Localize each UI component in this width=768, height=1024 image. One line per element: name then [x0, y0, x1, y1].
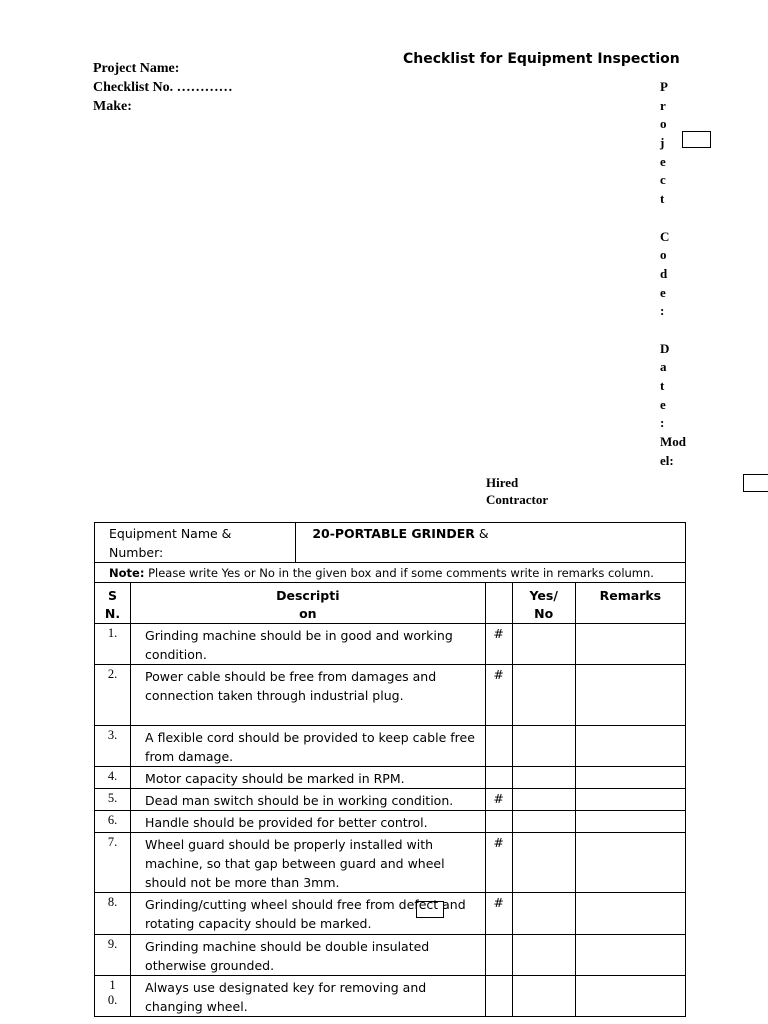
row-yesno-cell[interactable] [512, 624, 575, 665]
contractor-label: Contractor [486, 492, 549, 507]
row-sn [95, 726, 131, 767]
vertical-char: el: [660, 452, 674, 468]
col-mark-header [485, 583, 512, 624]
row-sn-line1: 6. [107, 813, 118, 827]
row-sn-line1: 7. [107, 835, 118, 849]
row-description: Power cable should be free from damages and connection taken through industrial plug. [131, 665, 486, 726]
vertical-char: e [660, 153, 666, 169]
row-sn [95, 811, 131, 833]
vertical-char: a [660, 359, 667, 375]
row-sn [95, 893, 131, 935]
col-sn-header [95, 583, 131, 624]
vertical-char: Mod [660, 434, 686, 450]
table-row [95, 767, 686, 789]
row-remarks-cell[interactable] [575, 935, 685, 976]
table-row [95, 624, 686, 665]
row-mark: # [485, 665, 512, 726]
col-remarks-header [575, 583, 685, 624]
row-sn-line1: 4. [107, 769, 118, 783]
row-remarks-cell[interactable] [575, 665, 685, 726]
table-row [95, 811, 686, 833]
row-description: Grinding/cutting wheel should free from defect and rotating capacity should be marked. [131, 893, 486, 935]
table-row [95, 935, 686, 976]
row-sn [95, 665, 131, 726]
row-sn-line2: 0. [107, 993, 118, 1007]
col-yesno-line1: Yes/ [529, 588, 558, 603]
document-title: Checklist for Equipment Inspection [403, 51, 680, 67]
row-remarks-cell[interactable] [575, 624, 685, 665]
note-row [95, 563, 686, 583]
row-yesno-cell[interactable] [512, 789, 575, 811]
model-box[interactable] [743, 474, 768, 492]
row-sn-line1: 9. [107, 937, 118, 951]
row-yesno-cell[interactable] [512, 976, 575, 1017]
row-sn [95, 767, 131, 789]
row-remarks-cell[interactable] [575, 811, 685, 833]
row-remarks-cell[interactable] [575, 789, 685, 811]
row-sn-line1: 5. [107, 791, 118, 805]
col-desc-line2: on [299, 606, 317, 621]
row-description: A flexible cord should be provided to keep cable free from damage. [131, 726, 486, 767]
row-sn-line1: 2. [107, 667, 118, 681]
row-sn-line1: 3. [107, 728, 118, 742]
note-text: Please write Yes or No in the given box and if some comments write in remarks column. [144, 566, 654, 580]
col-remarks-label: Remarks [599, 588, 662, 603]
row-sn [95, 976, 131, 1017]
vertical-char: r [660, 97, 666, 113]
row-sn [95, 624, 131, 665]
row-mark [485, 726, 512, 767]
vertical-char: D [660, 340, 670, 356]
vertical-char: : [660, 415, 665, 431]
row-sn-line1: 1. [107, 626, 118, 640]
col-yesno-line2: No [534, 606, 554, 621]
row-mark: # [485, 624, 512, 665]
row-yesno-cell[interactable] [512, 833, 575, 893]
row-yesno-cell[interactable] [512, 665, 575, 726]
row-sn [95, 833, 131, 893]
row-sn-line1: 1 [109, 978, 116, 992]
row-remarks-cell[interactable] [575, 767, 685, 789]
row-mark: # [485, 893, 512, 935]
row-mark [485, 935, 512, 976]
vertical-char [660, 209, 700, 228]
row-remarks-cell[interactable] [575, 833, 685, 893]
table-row [95, 789, 686, 811]
row-mark [485, 767, 512, 789]
row-yesno-cell[interactable] [512, 726, 575, 767]
row-yesno-cell[interactable] [512, 767, 575, 789]
vertical-char: : [660, 303, 665, 319]
checklist-no-label: Checklist No. ………… [93, 80, 233, 95]
col-yesno-header [512, 583, 575, 624]
make-label: Make: [93, 99, 132, 114]
vertical-char: c [660, 172, 666, 188]
row-remarks-cell[interactable] [575, 726, 685, 767]
equipment-label [95, 523, 296, 563]
equipment-value-suffix: & [474, 526, 489, 541]
row-description: Grinding machine should be in good and working condition. [131, 624, 486, 665]
row-yesno-cell[interactable] [512, 893, 575, 935]
hired-contractor [486, 474, 548, 508]
row-yesno-cell[interactable] [512, 935, 575, 976]
vertical-char: t [660, 378, 665, 393]
col-desc-header [131, 583, 486, 624]
row-description: Handle should be provided for better control. [131, 811, 486, 833]
vertical-char: e [660, 396, 666, 412]
row-description: Always use designated key for removing and changing wheel. [131, 976, 486, 1017]
vertical-char: t [660, 191, 665, 207]
row-sn-line1: 8. [107, 895, 118, 909]
row-description: Motor capacity should be marked in RPM. [131, 767, 486, 789]
row-description: Dead man switch should be in working condition. [131, 789, 486, 811]
note-cell [95, 563, 686, 583]
table-row [95, 976, 686, 1017]
table-row [95, 833, 686, 893]
col-sn-line1: S [108, 588, 118, 603]
row-remarks-cell[interactable] [575, 893, 685, 935]
hired-label: Hired [486, 475, 519, 490]
row-mark: # [485, 789, 512, 811]
vertical-char: e [660, 284, 666, 300]
vertical-char: C [660, 228, 670, 244]
vertical-char [660, 321, 700, 340]
row-description: Grinding machine should be double insulated otherwise grounded. [131, 935, 486, 976]
row-sn [95, 789, 131, 811]
header-row [95, 583, 686, 624]
vertical-char: o [660, 116, 667, 132]
equipment-value: 20-PORTABLE GRINDER [312, 526, 475, 541]
vertical-char: j [660, 135, 665, 151]
row-sn [95, 935, 131, 976]
project-name-label: Project Name: [93, 61, 180, 76]
row-mark: # [485, 833, 512, 893]
row-mark [485, 811, 512, 833]
row-mark [485, 976, 512, 1017]
row-yesno-cell[interactable] [512, 811, 575, 833]
vertical-char: d [660, 265, 668, 281]
equipment-label-line1: Equipment Name & [109, 526, 232, 541]
table-row [95, 726, 686, 767]
vertical-char: o [660, 247, 667, 263]
note-label: Note: [109, 566, 145, 580]
row-description: Wheel guard should be properly installed with machine, so that gap between guard and wheel should not be more than 3mm. [131, 833, 486, 893]
table-row [95, 893, 686, 935]
table-row [95, 665, 686, 726]
row-remarks-cell[interactable] [575, 976, 685, 1017]
checklist-table [94, 522, 686, 1017]
equipment-label-line2: Number: [109, 545, 164, 560]
vertical-char: P [660, 79, 668, 94]
project-code-box[interactable] [682, 131, 711, 148]
col-desc-line1: Descripti [276, 588, 340, 603]
header-fields [93, 59, 233, 116]
equipment-value-cell[interactable] [296, 523, 686, 563]
equipment-row [95, 523, 686, 563]
col-sn-line2: N. [104, 606, 121, 621]
